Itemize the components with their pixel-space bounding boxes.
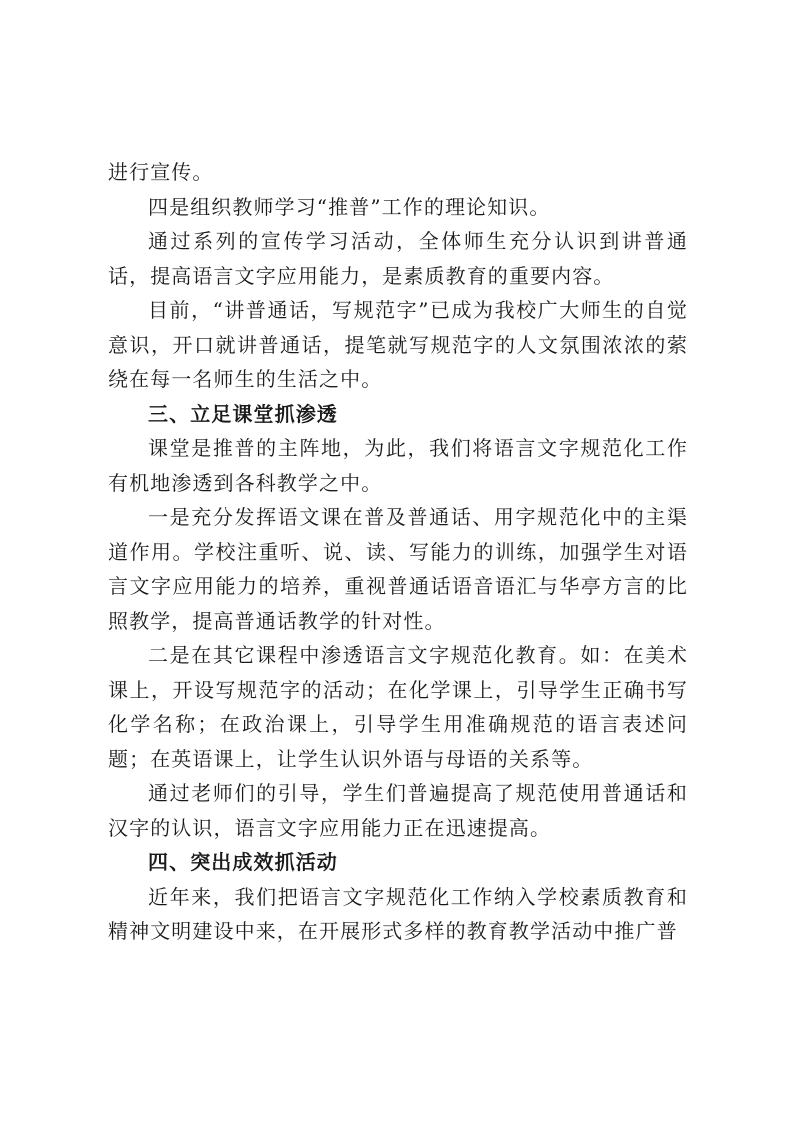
paragraph-item-four: 四是组织教师学习“推普”工作的理论知识。 [148,194,551,219]
paragraph-activities-intro: 近年来，我们把语言文字规范化工作纳入学校素质教育和精神文明建设中来，在开展形式多样的教育教学活动中推广普 [108,884,688,943]
paragraph-continuation: 进行宣传。 [108,160,214,184]
paragraph-teacher-guidance: 通过老师们的引导，学生们普遍提高了规范使用普通话和汉字的认识，语言文字应用能力正在迅速提高。 [108,781,688,840]
paragraph-chinese-class: 一是充分发挥语文课在普及普通话、用字规范化中的主渠道作用。学校注重听、说、读、写能力的训练，加强学生对语言文字应用能力的培养，重视普通话语音语汇与华亭方言的比照教学，提高普通话教学的针对性。 [108,505,688,633]
paragraph-other-courses: 二是在其它课程中渗透语言文字规范化教育。如：在美术课上，开设写规范字的活动；在化学课上，引导学生正确书写化学名称；在政治课上，引导学生用准确规范的语言表述问题；在英语课上，让学生认识外语与母语的关系等。 [108,643,688,771]
section-heading-activities: 四、突出成效抓活动 [148,850,338,874]
paragraph-classroom-intro: 课堂是推普的主阵地，为此，我们将语言文字规范化工作有机地渗透到各科教学之中。 [108,436,688,495]
paragraph-current-status: 目前，“讲普通话，写规范字”已成为我校广大师生的自觉意识，开口就讲普通话，提笔就写规范字的人文氛围浓浓的萦绕在每一名师生的生活之中。 [108,298,688,391]
paragraph-summary-publicity: 通过系列的宣传学习活动，全体师生充分认识到讲普通话，提高语言文字应用能力，是素质教育的重要内容。 [108,229,688,288]
document-body [108,155,688,949]
section-heading-classroom: 三、立足课堂抓渗透 [148,401,338,426]
